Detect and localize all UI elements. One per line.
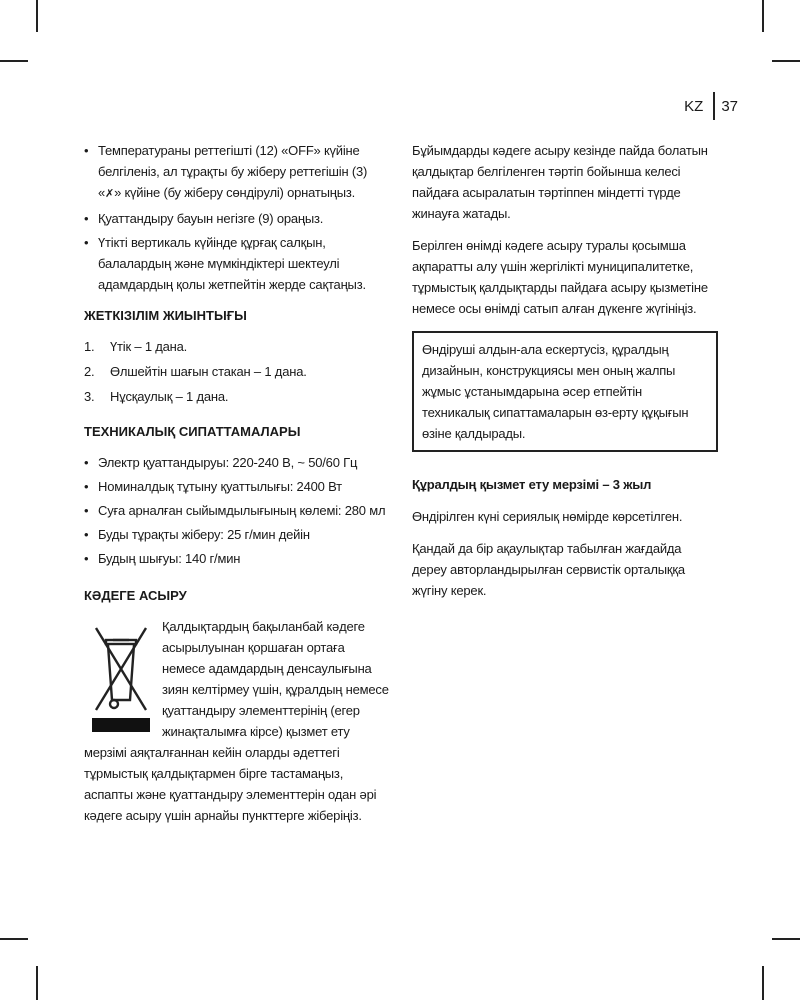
- page-header: [684, 92, 738, 120]
- list-item: • Температураны реттегішті (12) «OFF» күйіне белгіленіз, ал тұрақты бу жіберу реттегішін (3) «✗» күйіне (бу жіберу сөндірулі) орнатыңыз.: [84, 140, 390, 205]
- crop-mark: [772, 60, 800, 62]
- language-code: KZ: [684, 97, 704, 115]
- right-column: [412, 140, 718, 612]
- list-item: • Номиналдық тұтыну қуаттылығы: 2400 Вт: [84, 476, 390, 497]
- left-column: [84, 140, 390, 837]
- disposal-paragraph: Бұйымдарды кәдеге асыру кезінде пайда болатын қалдықтар белгіленген тәртіп бойынша келесі пайдаға асыралатын тәртіппен міндетті түрде жинауға жатады.: [412, 143, 708, 221]
- kit-list: [84, 336, 390, 407]
- crop-mark: [0, 60, 28, 62]
- header-divider: [713, 92, 715, 120]
- defect-note: Қандай да бір ақаулықтар табылған жағдайда дереу авторландырылған сервистік орталыққа жүгіну керек.: [412, 541, 685, 598]
- crop-mark: [762, 0, 764, 32]
- crop-mark: [36, 0, 38, 32]
- list-item: • Қуаттандыру бауын негізге (9) ораңыз.: [84, 208, 390, 229]
- list-item: • Суға арналған сыйымдылығының көлемі: 280 мл: [84, 500, 390, 521]
- list-item: • Үтікті вертикаль күйінде құрғақ салқын, балалардың және мүмкіндіктері шектеулі адамдардың қолы жетпейтін жерде сақтаңыз.: [84, 232, 390, 295]
- list-item: • Буды тұрақты жіберу: 25 г/мин дейін: [84, 524, 390, 545]
- service-life: Құралдың қызмет ету мерзімі – 3 жыл: [412, 477, 652, 492]
- crop-mark: [36, 966, 38, 1000]
- list-item: 2. Өлшейтін шағын стакан – 1 дана.: [84, 364, 307, 379]
- crop-mark: [762, 966, 764, 1000]
- list-item: • Будың шығуы: 140 г/мин: [84, 548, 390, 569]
- page-number: 37: [721, 97, 738, 115]
- crossed-out-wheelie-bin-icon: [90, 618, 152, 736]
- storage-instructions: [84, 140, 390, 295]
- disposal-info-paragraph: Берілген өнімді кәдеге асыру туралы қосымша ақпаратты алу үшін жергілікті муниципалитетке, тұрмыстық қалдықтарды пайдаға асыру қызметіне немесе осы өнімді сатып алған дүкенге жүгініңіз.: [412, 238, 708, 316]
- disposal-text: Қалдықтардың бақыланбай кәдеге асырылуынан қоршаған ортаға немесе адамдардың денсаулығына зиян келтірмеу үшін, құралдың немесе қуаттандыру элементтерінің (егер жинақталымға кірсе) қызмет ету мерзімі аяқталғаннан кейін оларды әдеттегі тұрмыстық қалдықтармен бірге тастамаңыз, аспапты және қуаттандыру элементтерін одан әрі кәдеге асыру үшін арнайы пункттерге жіберіңіз.: [84, 619, 389, 823]
- manufacture-date: Өндірілген күні сериялық нөмірде көрсетілген.: [412, 509, 683, 524]
- list-item: 1. Үтік – 1 дана.: [84, 339, 188, 354]
- specs-list: [84, 452, 390, 569]
- list-item: 3. Нұсқаулық – 1 дана.: [84, 389, 229, 404]
- specs-heading: ТЕХНИКАЛЫҚ СИПАТТАМАЛАРЫ: [84, 424, 301, 439]
- manufacturer-notice: Өндіруші алдын-ала ескертусіз, құралдың дизайнын, конструкциясы мен оның жалпы жұмыс ұстанымдарына әсер етпейтін техникалық сипаттамаларын өз-ерту құқығын өзіне қалдырады.: [412, 331, 718, 452]
- disposal-heading: КӘДЕГЕ АСЫРУ: [84, 588, 187, 603]
- kit-heading: ЖЕТКІЗІЛІМ ЖИЫНТЫҒЫ: [84, 308, 247, 323]
- crop-mark: [0, 938, 28, 940]
- crop-mark: [772, 938, 800, 940]
- no-steam-icon: ✗: [105, 188, 115, 200]
- disposal-section: [84, 616, 390, 837]
- list-item: • Электр қуаттандыруы: 220-240 В, ~ 50/60 Гц: [84, 452, 390, 473]
